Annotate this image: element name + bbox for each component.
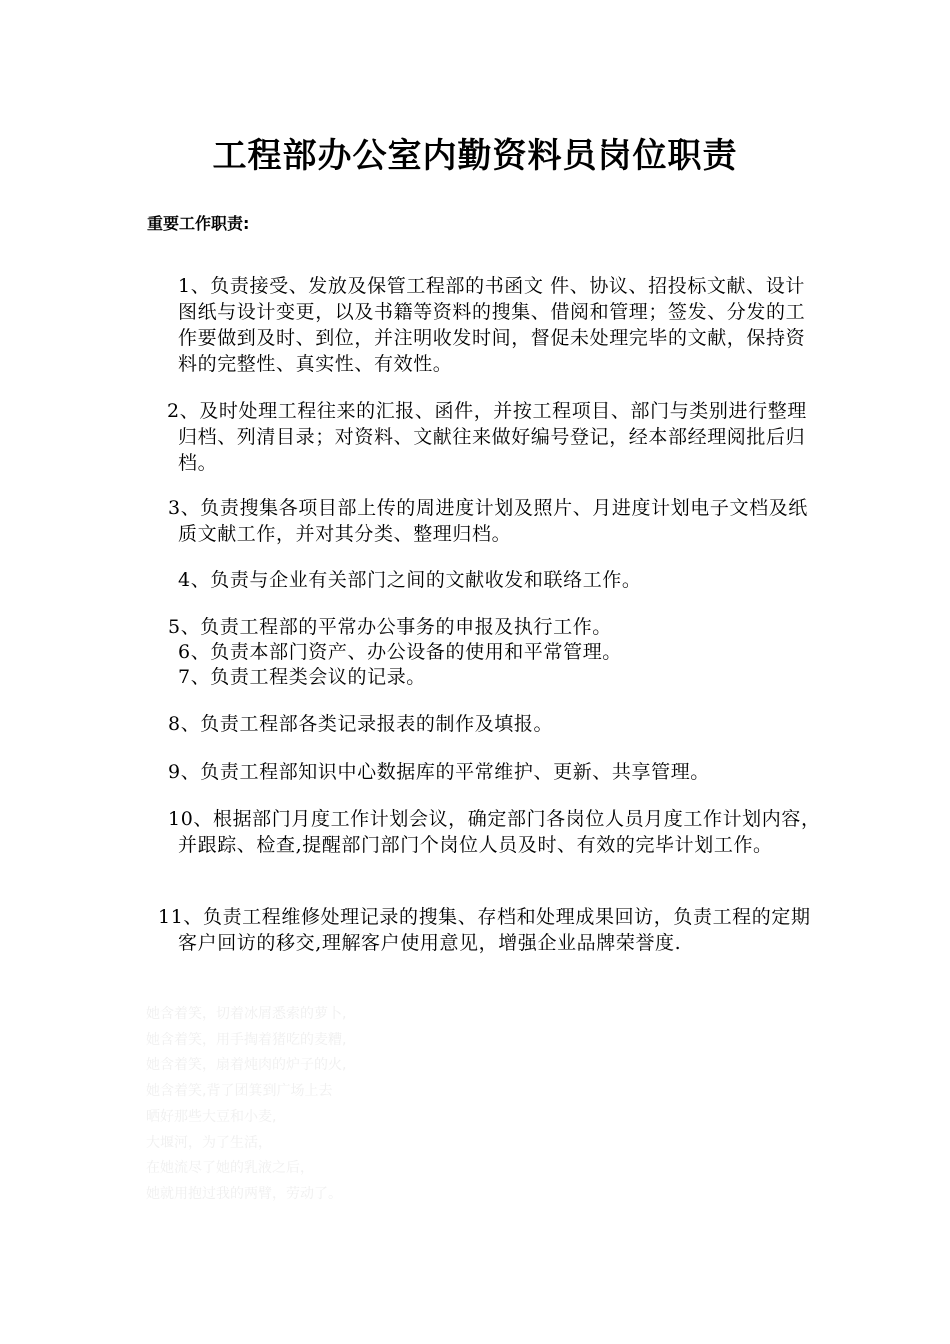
duty-item-11: 11、负责工程维修处理记录的搜集、存档和处理成果回访，负责工程的定期客户回访的移交,理解客户使用意见，增强企业品牌荣誉度.	[158, 906, 811, 954]
duty-item-9: 9、负责工程部知识中心数据库的平常维护、更新、共享管理。	[168, 761, 710, 783]
section-heading: 重要工作职责:	[147, 214, 250, 233]
watermark-line: 她含着笑，切着冰屑悉索的萝卜,	[146, 1006, 347, 1022]
watermark-poem	[146, 1002, 446, 1208]
duty-item-3: 3、负责搜集各项目部上传的周进度计划及照片、月进度计划电子文档及纸质文献工作，并对其分类、整理归档。	[168, 497, 808, 545]
duty-item-6: 6、负责本部门资产、办公设备的使用和平常管理。	[178, 641, 622, 663]
duty-item-7: 7、负责工程类会议的记录。	[178, 666, 426, 688]
duty-item-5: 5、负责工程部的平常办公事务的申报及执行工作。	[168, 616, 612, 638]
watermark-line: 大堰河，为了生活，	[146, 1134, 272, 1151]
watermark-line: 她含着笑，用手掏着猪吃的麦糟,	[146, 1031, 347, 1048]
page-title: 工程部办公室内勤资料员岗位职责	[212, 136, 738, 176]
duty-item-2: 2、及时处理工程往来的汇报、函件，并按工程项目、部门与类别进行整理归档、列清目录；对资料、文献往来做好编号登记，经本部经理阅批后归档。	[167, 400, 807, 474]
duty-item-8: 8、负责工程部各类记录报表的制作及填报。	[168, 713, 554, 735]
duty-item-10: 10、根据部门月度工作计划会议，确定部门各岗位人员月度工作计划内容，并跟踪、检查,提醒部门部门个岗位人员及时、有效的完毕计划工作。	[168, 808, 821, 856]
watermark-line: 她含着笑，扇着炖肉的炉子的火,	[146, 1057, 347, 1074]
duty-item-1: 1、负责接受、发放及保管工程部的书函文 件、协议、招投标文献、设计图纸与设计变更，以及书籍等资料的搜集、借阅和管理；签发、分发的工作要做到及时、到位，并注明收发时间，督促未处理完毕的文献，保持资料的完整性、真实性、有效性。	[178, 275, 806, 375]
watermark-line: 在她流尽了她的乳液之后，	[146, 1160, 314, 1177]
watermark-line: 她含着笑,背了团箕到广场上去	[146, 1083, 333, 1100]
watermark-line: 晒好那些大豆和小麦,	[146, 1108, 277, 1125]
duty-item-4: 4、负责与企业有关部门之间的文献收发和联络工作。	[178, 569, 642, 591]
watermark-line: 她就用抱过我的两臂，劳动了。	[146, 1185, 342, 1202]
